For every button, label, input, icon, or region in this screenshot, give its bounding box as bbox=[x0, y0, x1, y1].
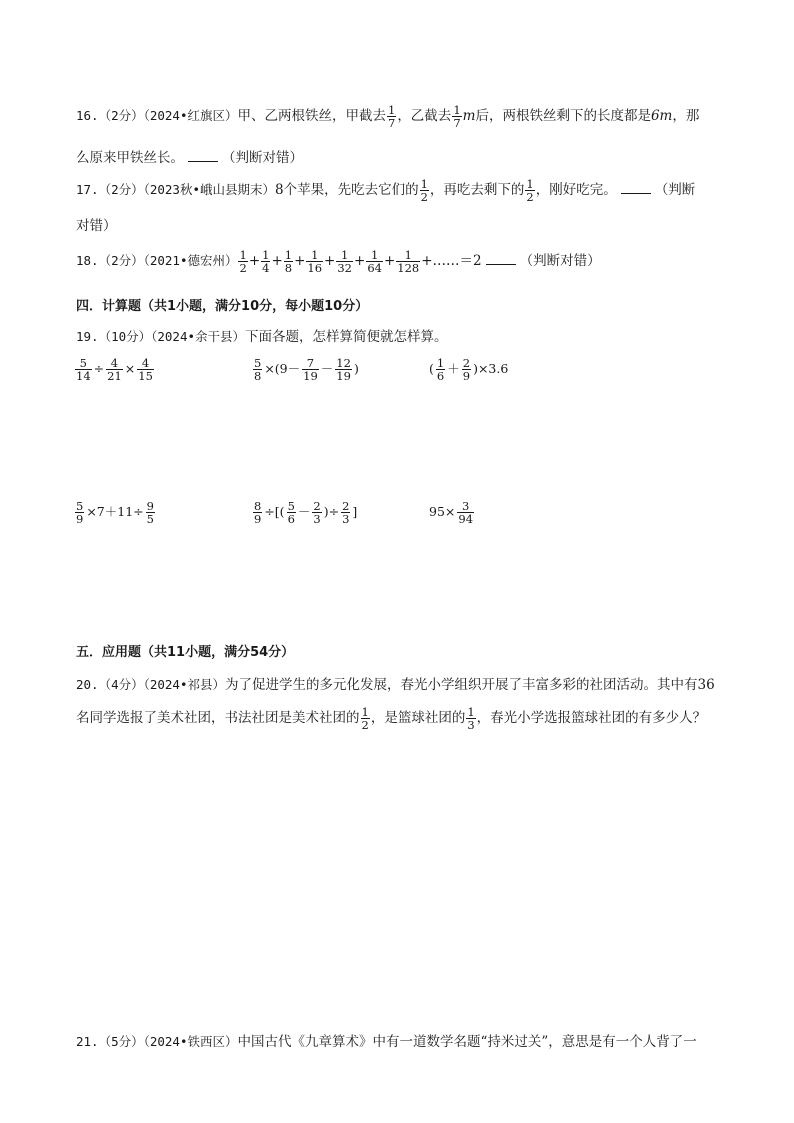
fraction bbox=[336, 249, 353, 274]
operator: ×(9－ bbox=[264, 361, 301, 377]
expression-1 bbox=[74, 357, 155, 382]
plus-operator: + bbox=[383, 253, 396, 270]
denominator: 8 bbox=[254, 369, 262, 384]
fraction bbox=[284, 249, 293, 274]
operator: － bbox=[297, 504, 311, 520]
question-17-tag: 17.（2分）（2023秋•峨山县期末） bbox=[76, 182, 275, 198]
denominator: 94 bbox=[458, 512, 474, 527]
fraction-series bbox=[237, 248, 421, 276]
numerator: 5 bbox=[75, 357, 92, 370]
plus-operator: + bbox=[271, 253, 283, 270]
numerator: 7 bbox=[302, 357, 319, 370]
denominator: 2 bbox=[526, 190, 534, 205]
judge-hint: （判断 bbox=[654, 182, 696, 199]
numerator: 4 bbox=[106, 357, 123, 370]
denominator: 21 bbox=[107, 369, 122, 384]
question-18-tag: 18.（2分）（2021•德宏州） bbox=[76, 253, 238, 269]
expression-3 bbox=[428, 357, 509, 382]
denominator: 3 bbox=[313, 512, 321, 527]
fraction bbox=[341, 500, 350, 525]
numerator: 2 bbox=[342, 499, 350, 513]
numerator: 2 bbox=[313, 499, 321, 513]
denominator: 15 bbox=[138, 369, 153, 384]
numerator: 1 bbox=[453, 103, 461, 117]
fraction bbox=[75, 357, 92, 382]
question-18 bbox=[76, 249, 754, 274]
fraction bbox=[253, 500, 262, 525]
fraction bbox=[420, 178, 429, 203]
fraction bbox=[146, 500, 155, 525]
expression-6 bbox=[428, 500, 475, 525]
fraction bbox=[75, 500, 84, 525]
question-20-line-2 bbox=[76, 706, 754, 731]
answer-blank[interactable] bbox=[188, 149, 218, 162]
numerator: 12 bbox=[336, 356, 351, 370]
judge-hint: （判断对错） bbox=[222, 150, 303, 166]
fraction bbox=[106, 357, 123, 382]
fraction bbox=[466, 706, 475, 731]
question-21 bbox=[76, 1030, 754, 1050]
section-4-title: 四．计算题（共1小题，满分10分，每小题10分） bbox=[76, 299, 369, 314]
denominator: 19 bbox=[336, 369, 351, 384]
numerator: 2 bbox=[462, 356, 471, 370]
plus-operator: + bbox=[324, 253, 336, 270]
expression-4 bbox=[74, 500, 156, 525]
operator: ÷ bbox=[93, 361, 105, 377]
text: 下面各题，怎样算简便就怎样算。 bbox=[245, 329, 448, 345]
question-19-tag: 19.（10分）（2024•余干县） bbox=[76, 329, 246, 344]
text: 么原来甲铁丝长。 bbox=[76, 150, 184, 166]
denominator: 7 bbox=[387, 116, 396, 131]
text: 为了促进学生的多元化发展，春光小学组织开展了丰富多彩的社团活动。其中有36 bbox=[224, 677, 715, 693]
fraction bbox=[436, 357, 445, 382]
denominator: 6 bbox=[436, 369, 445, 384]
operator: )÷ bbox=[323, 504, 340, 520]
fraction bbox=[302, 357, 319, 382]
answer-blank[interactable] bbox=[486, 252, 516, 265]
numerator: 4 bbox=[137, 357, 154, 370]
numerator: 1 bbox=[361, 705, 369, 719]
text: ，刚好吃完。 bbox=[535, 182, 617, 199]
numerator: 1 bbox=[262, 248, 270, 262]
denominator: 16 bbox=[307, 261, 323, 276]
text: 8个苹果，先吃去它们的 bbox=[274, 182, 419, 199]
operator: ) bbox=[353, 361, 359, 377]
denominator: 32 bbox=[337, 261, 352, 276]
denominator: 9 bbox=[462, 369, 471, 384]
fraction bbox=[457, 500, 474, 525]
fraction bbox=[261, 249, 270, 274]
series-tail: +……＝2 bbox=[421, 253, 482, 270]
numerator: 9 bbox=[146, 499, 154, 513]
numerator: 8 bbox=[254, 499, 262, 513]
fraction bbox=[238, 249, 247, 274]
judge-hint: （判断对错） bbox=[519, 253, 601, 270]
text: ，乙截去 bbox=[397, 108, 452, 125]
numerator: 1 bbox=[396, 249, 420, 262]
fraction bbox=[312, 500, 321, 525]
denominator: 4 bbox=[262, 261, 270, 276]
fraction bbox=[287, 500, 296, 525]
denominator: 3 bbox=[342, 512, 350, 527]
fraction bbox=[462, 357, 471, 382]
numerator: 1 bbox=[467, 705, 475, 719]
denominator: 19 bbox=[303, 369, 318, 384]
fraction bbox=[361, 706, 370, 731]
numerator: 3 bbox=[457, 500, 474, 513]
fraction bbox=[387, 104, 396, 129]
numerator: 1 bbox=[436, 356, 445, 370]
fraction bbox=[306, 249, 323, 274]
fraction bbox=[396, 249, 420, 274]
plus-operator: + bbox=[294, 253, 306, 270]
fraction bbox=[366, 249, 383, 274]
plus-operator: + bbox=[248, 253, 261, 270]
numerator: 1 bbox=[366, 249, 383, 262]
operator: 95× bbox=[429, 504, 456, 520]
text: 中国古代《九章算术》中有一道数学名题“持米过关”，意思是有一个人背了一 bbox=[237, 1034, 697, 1050]
numerator: 1 bbox=[336, 249, 353, 262]
text: 甲、乙两根铁丝，甲截去 bbox=[237, 108, 386, 125]
operator: ÷[( bbox=[264, 504, 285, 520]
denominator: 14 bbox=[76, 369, 91, 384]
denominator: 9 bbox=[76, 512, 84, 527]
expression-5 bbox=[252, 500, 358, 525]
numerator: 1 bbox=[387, 103, 396, 117]
answer-blank[interactable] bbox=[621, 181, 651, 194]
fraction bbox=[137, 357, 154, 382]
length-value: 6m bbox=[650, 108, 673, 125]
question-20-line-1 bbox=[76, 673, 754, 693]
denominator: 2 bbox=[361, 718, 369, 733]
question-17-line-1 bbox=[76, 178, 754, 203]
question-16-tag: 16.（2分）（2024•红旗区） bbox=[76, 108, 238, 124]
denominator: 2 bbox=[239, 261, 247, 276]
operator: ×7＋11÷ bbox=[86, 504, 144, 520]
operator: )×3.6 bbox=[473, 361, 509, 377]
section-5-title: 五．应用题（共11小题，满分54分） bbox=[76, 645, 295, 660]
denominator: 3 bbox=[467, 718, 475, 733]
text: ，春光小学选报篮球社团的有多少人？ bbox=[476, 710, 707, 727]
operator: ( bbox=[429, 361, 434, 377]
text: 后，两根铁丝剩下的长度都是 bbox=[475, 108, 651, 125]
text: 名同学选报了美术社团，书法社团是美术社团的 bbox=[76, 710, 360, 727]
denominator: 6 bbox=[287, 512, 295, 527]
question-20-tag: 20.（4分）（2024•祁县） bbox=[76, 677, 225, 692]
plus-operator: + bbox=[354, 253, 366, 270]
fraction bbox=[525, 178, 534, 203]
question-17-line-2 bbox=[76, 214, 754, 234]
denominator: 9 bbox=[254, 512, 262, 527]
numerator: 5 bbox=[76, 499, 84, 513]
operator: ＋ bbox=[447, 361, 460, 377]
numerator: 5 bbox=[287, 499, 295, 513]
denominator: 8 bbox=[284, 261, 293, 276]
denominator: 7 bbox=[453, 116, 461, 131]
text: ，再吃去剩下的 bbox=[429, 182, 525, 199]
denominator: 2 bbox=[420, 190, 428, 205]
question-16-line-2 bbox=[76, 146, 754, 166]
question-16-line-1 bbox=[76, 104, 754, 129]
denominator: 128 bbox=[397, 261, 420, 276]
unit: m bbox=[462, 108, 476, 125]
operator: － bbox=[320, 361, 334, 377]
operator: × bbox=[124, 361, 136, 377]
fraction bbox=[452, 104, 461, 129]
fraction bbox=[335, 357, 352, 382]
judge-hint-cont: 对错） bbox=[76, 218, 117, 234]
denominator: 64 bbox=[367, 261, 382, 276]
numerator: 1 bbox=[526, 177, 534, 191]
operator: ] bbox=[352, 504, 358, 520]
text: ，那 bbox=[672, 108, 700, 125]
question-19 bbox=[76, 325, 754, 345]
numerator: 1 bbox=[306, 249, 323, 262]
text: ，是篮球社团的 bbox=[370, 710, 466, 727]
expression-2 bbox=[252, 357, 360, 382]
numerator: 1 bbox=[420, 177, 428, 191]
numerator: 5 bbox=[254, 356, 262, 370]
question-21-tag: 21.（5分）（2024•铁西区） bbox=[76, 1034, 238, 1049]
fraction bbox=[253, 357, 262, 382]
numerator: 1 bbox=[284, 248, 293, 262]
numerator: 1 bbox=[239, 248, 247, 262]
denominator: 5 bbox=[146, 512, 154, 527]
